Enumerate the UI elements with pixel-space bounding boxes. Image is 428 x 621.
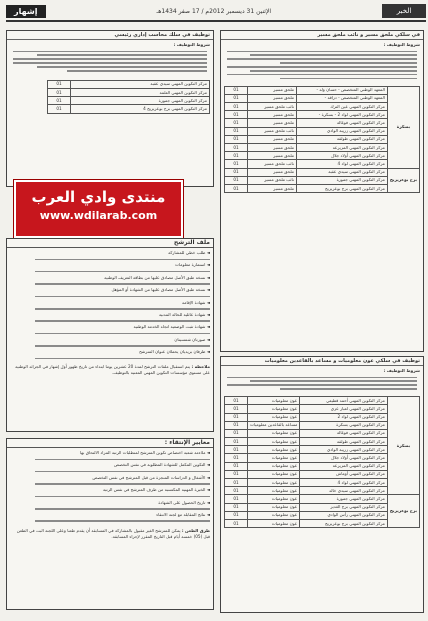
count-cell: 01	[225, 462, 248, 470]
unit-cell: مركز التكوين المهني أولاد جلال	[297, 152, 388, 160]
notice-accountant	[6, 30, 214, 187]
watermark-banner	[14, 180, 183, 238]
criteria-item: ◄ تاريخ الحصول على الشهادة	[158, 499, 210, 505]
file-item: ◄ شهادة تثبت الوضعية اتجاه الخدمة الوطنية	[133, 324, 210, 330]
unit-cell: مركز التكوين المهني برج بوعريريج	[297, 184, 388, 192]
unit-cell: مركز التكوين المهني أحمد قطيعي	[300, 397, 388, 405]
unit-cell: مركز التكوين المهني المزيرعة	[300, 462, 388, 470]
watermark-url: www.wdilarab.com	[39, 209, 158, 222]
notice-title: توظيف في سلك محاسب إداري رئيسي	[7, 31, 213, 40]
appeal-label: طرق الطعن :	[181, 527, 210, 533]
criteria-item: ◄ نتائج المقابلة مع لجنة الانتقاء	[156, 511, 210, 517]
count-cell: 01	[48, 105, 71, 113]
file-item: ◄ ظرفان بريديان يحملان عنوان المترشح	[139, 349, 210, 355]
grade-cell: عون معلوميات	[248, 479, 300, 487]
newspaper-logo: الخبر	[382, 4, 426, 18]
grade-cell: عون معلوميات	[248, 470, 300, 478]
count-cell: 01	[225, 438, 248, 446]
unit-cell: مركز التكوين المهني طولقة	[297, 135, 388, 143]
positions-table	[224, 86, 420, 193]
unit-cell: مركز التكوين المهني برج الغدير	[300, 503, 388, 511]
unit-cell: مركز التكوين المهني جمورة	[300, 495, 388, 503]
grade-cell: نائب ملحق مسير	[248, 176, 297, 184]
dept-cell: بسكرة	[387, 86, 419, 168]
conditions-label: شروط التوظيف :	[383, 368, 420, 374]
conditions-label: شروط التوظيف :	[383, 42, 420, 48]
unit-cell: مركز التكوين المهني جمورة	[297, 176, 388, 184]
grade-cell: عون معلوميات	[248, 495, 300, 503]
count-cell: 01	[225, 160, 248, 168]
grade-cell: عون معلوميات	[248, 429, 300, 437]
count-cell: 01	[225, 176, 248, 184]
unit-cell: مركز التكوين المهني أوماش	[300, 470, 388, 478]
unit-cell: مركز التكوين المهني سيدي خالد	[300, 487, 388, 495]
dept-cell: برج بوعريريج	[387, 168, 419, 193]
criteria-title: معايير الإنتقاء :	[7, 439, 213, 448]
unit-cell: مركز التكوين المهني سيدي عقبة	[297, 168, 388, 176]
unit-cell: مركز التكوين المهني برج بوعريريج 4	[71, 105, 210, 113]
file-item: ◄ شهادة عائلية للحالة المدنية	[158, 311, 210, 317]
count-cell: 01	[225, 397, 248, 405]
count-cell: 01	[225, 184, 248, 192]
grade-cell: مساعد بالقاعدين معلوميات	[248, 421, 300, 429]
unit-cell: مركز التكوين المهني فوغالة	[300, 429, 388, 437]
unit-cell: مركز التكوين المهني عين الترك	[297, 103, 388, 111]
count-cell: 01	[225, 144, 248, 152]
watermark-arabic: منتدى وادي العرب	[31, 188, 166, 206]
unit-cell: مركز التكوين المهني لواد 4	[300, 479, 388, 487]
table-row	[48, 80, 210, 88]
table-row	[225, 168, 420, 176]
grade-cell: عون معلوميات	[248, 405, 300, 413]
count-cell: 01	[225, 479, 248, 487]
unit-cell: مركز التكوين المهني أولاد جلال	[300, 454, 388, 462]
count-cell: 01	[225, 487, 248, 495]
grade-cell: عون معلوميات	[248, 454, 300, 462]
file-item: ◄ صورتان شمسيتان	[174, 336, 210, 342]
criteria-item: ◄ الخبرة المهنية المكتسبة من طرف المترشح في نفس الرتبة	[103, 487, 210, 493]
file-item: ◄ نسخة طبق الأصل مصادق عليها من الشهادة أو المؤهل	[111, 287, 210, 293]
unit-cell: مركز التكوين المهني العلمة	[71, 89, 210, 97]
notice-title: توظيف في سلكي عون معلوميات و مساعد بالقاعدين معلوميات	[221, 357, 423, 366]
unit-cell: مركز التكوين المهني رأس الوادي	[300, 511, 388, 519]
appeal-text: يمكن للمترشح الغير مقبول بالمشاركة في المسابقة أن يقدم طعنا وعلى اللجنة البت في الطعن قبل (05) خمسة أيام قبل التاريخ المقرر لإجراء المسابقة.	[16, 527, 210, 540]
page-header	[6, 2, 426, 22]
criteria-item: ◄ التكوين المكمل للشهادة المطلوبة في نفس التخصص	[113, 462, 210, 468]
table-row	[225, 397, 420, 405]
unit-cell: مركز التكوين المهني لواد 2	[300, 413, 388, 421]
file-item: ◄ نسخة طبق الأصل مصادق عليها من بطاقة التعريف الوطنية	[104, 274, 210, 280]
grade-cell: عون معلوميات	[248, 438, 300, 446]
unit-cell: مركز التكوين المهني زريبة الوادي	[297, 127, 388, 135]
unit-cell: مركز التكوين المهني برج بوعريريج	[300, 519, 388, 527]
positions-table	[47, 80, 210, 114]
criteria-item: ◄ الأشغال و الدراسات المنجزة من قبل المترشح في نفس التخصص	[92, 474, 210, 480]
count-cell: 01	[225, 503, 248, 511]
grade-cell: ملحق مسير	[248, 144, 297, 152]
count-cell: 01	[225, 470, 248, 478]
unit-cell: مركز التكوين المهني المزيرعة	[297, 144, 388, 152]
file-items-list	[7, 248, 213, 359]
count-cell: 01	[225, 511, 248, 519]
unit-cell: مركز التكوين المهني زريبة الوادي	[300, 446, 388, 454]
dept-cell: برج بوعريريج	[387, 495, 419, 528]
unit-cell: المعهد الوطني المتخصص - حسان ولد -	[297, 86, 388, 94]
grade-cell: ملحق مسير	[248, 135, 297, 143]
unit-cell: المعهد الوطني المتخصص - دراقة -	[297, 94, 388, 102]
issue-date: الإثنين 31 ديسمبر 2012م / 17 صفر 1434هـ	[156, 7, 272, 15]
count-cell: 01	[225, 446, 248, 454]
count-cell: 01	[225, 135, 248, 143]
grade-cell: نائب ملحق مسير	[248, 160, 297, 168]
unit-cell: مركز التكوين المهني بسكرة	[300, 421, 388, 429]
table-row	[225, 495, 420, 503]
unit-cell: مركز التكوين المهني لعبار عزي	[300, 405, 388, 413]
positions-table-wrap	[221, 84, 423, 195]
note-text: يتم استقبال ملفات الترشح لمدة 20 عشرين يوما ابتداء من تاريخ ظهور أول إشهار في الجرائد الوطنية على مستوى مؤسسات التكوين المهني المعنية بالتوظيف.	[15, 364, 210, 376]
grade-cell: نائب ملحق مسير	[248, 103, 297, 111]
grade-cell: ملحق مسير	[248, 119, 297, 127]
count-cell: 01	[225, 111, 248, 119]
unit-cell: مركز التكوين المهني جمورة	[71, 97, 210, 105]
count-cell: 01	[225, 405, 248, 413]
grade-cell: عون معلوميات	[248, 487, 300, 495]
criteria-item: ◄ ملاءمة شعبة اختصاص تكوين المترشح لمتطلبات الرتبة المراد الالتحاق بها	[80, 450, 210, 456]
grade-cell: ملحق مسير	[248, 168, 297, 176]
note-label: ملاحظة :	[191, 364, 210, 370]
grade-cell: عون معلوميات	[248, 446, 300, 454]
grade-cell: ملحق مسير	[248, 184, 297, 192]
unit-cell: مركز التكوين المهني سيدي عقبة	[71, 80, 210, 88]
grade-cell: ملحق مسير	[248, 94, 297, 102]
file-title: ملف الترشح	[7, 239, 213, 248]
count-cell: 01	[225, 429, 248, 437]
grade-cell: عون معلوميات	[248, 503, 300, 511]
grade-cell: عون معلوميات	[248, 511, 300, 519]
count-cell: 01	[225, 152, 248, 160]
grade-cell: عون معلوميات	[248, 519, 300, 527]
count-cell: 01	[225, 413, 248, 421]
grade-cell: نائب ملحق مسير	[248, 127, 297, 135]
grade-cell: ملحق مسير	[248, 86, 297, 94]
count-cell: 01	[225, 421, 248, 429]
count-cell: 01	[225, 454, 248, 462]
count-cell: 01	[225, 495, 248, 503]
notice-it-agent	[220, 356, 424, 613]
count-cell: 01	[225, 94, 248, 102]
positions-table	[224, 396, 420, 528]
file-item: ◄ شهادة الإقامة	[182, 299, 210, 305]
count-cell: 01	[225, 168, 248, 176]
criteria-list	[7, 448, 213, 522]
notice-attache-gestionnaire	[220, 30, 424, 352]
count-cell: 01	[225, 86, 248, 94]
grade-cell: ملحق مسير	[248, 152, 297, 160]
notice-title: في سلكي ملحق مسير و نائب ملحق مسير	[221, 31, 423, 40]
section-title: إشهار	[6, 5, 46, 18]
table-row	[48, 97, 210, 105]
unit-cell: مركز التكوين المهني طولقة	[300, 438, 388, 446]
unit-cell: مركز التكوين المهني فوغالة	[297, 119, 388, 127]
file-item: ◄ استمارة معلومات	[174, 262, 210, 268]
file-item: ◄ طلب خطي للمشاركة	[168, 250, 210, 256]
application-file	[6, 238, 214, 432]
count-cell: 01	[225, 103, 248, 111]
grade-cell: ملحق مسير	[248, 111, 297, 119]
selection-criteria	[6, 438, 214, 610]
unit-cell: مركز التكوين المهني لواد 4	[297, 160, 388, 168]
count-cell: 01	[48, 89, 71, 97]
count-cell: 01	[225, 127, 248, 135]
grade-cell: عون معلوميات	[248, 413, 300, 421]
count-cell: 01	[48, 80, 71, 88]
grade-cell: عون معلوميات	[248, 397, 300, 405]
count-cell: 01	[48, 97, 71, 105]
unit-cell: مركز التكوين المهني لواد 2 - بسكرة -	[297, 111, 388, 119]
conditions-label: شروط التوظيف :	[173, 42, 210, 48]
grade-cell: عون معلوميات	[248, 462, 300, 470]
count-cell: 01	[225, 119, 248, 127]
dept-cell: بسكرة	[387, 397, 419, 495]
count-cell: 01	[225, 519, 248, 527]
table-row	[48, 105, 210, 113]
table-row	[225, 86, 420, 94]
table-row	[48, 89, 210, 97]
